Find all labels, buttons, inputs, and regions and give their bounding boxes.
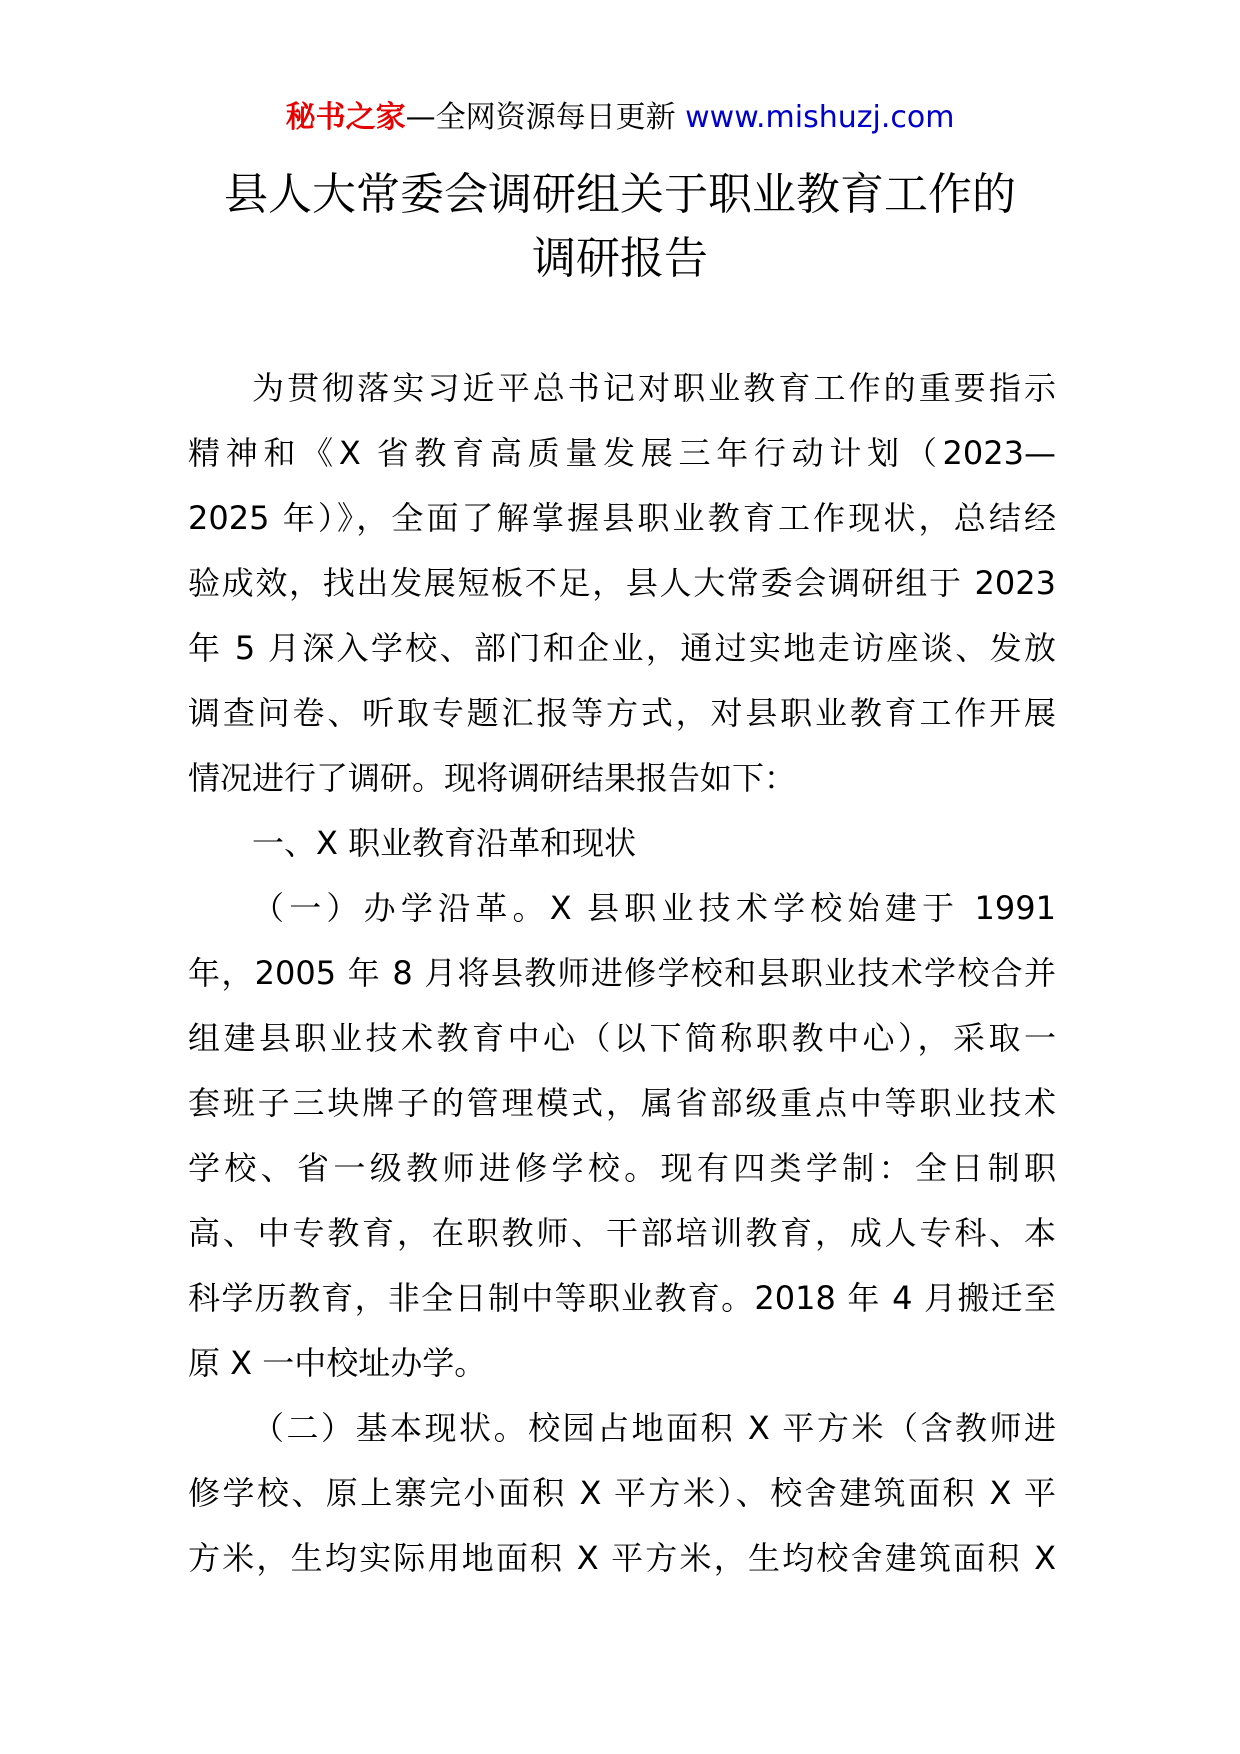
header-brand: 秘书之家 bbox=[285, 100, 406, 135]
text-line: 2025 年）》，全面了解掌握县职业教育工作现状，总结经 bbox=[188, 499, 1056, 537]
heading-line: 一、X 职业教育沿革和现状 bbox=[252, 824, 637, 862]
status-paragraph bbox=[188, 1396, 1056, 1591]
header-url-link[interactable]: www.mishuzj.com bbox=[685, 100, 955, 135]
document-body bbox=[188, 356, 1056, 1591]
site-header bbox=[0, 98, 1240, 138]
text-line: 年 5 月深入学校、部门和企业，通过实地走访座谈、发放 bbox=[188, 629, 1056, 667]
title-line-2: 调研报告 bbox=[532, 233, 708, 284]
header-slogan: —全网资源每日更新 bbox=[405, 100, 676, 135]
text-line: 组建县职业技术教育中心（以下简称职教中心），采取一 bbox=[188, 1019, 1056, 1057]
intro-paragraph bbox=[188, 356, 1056, 811]
text-line: 情况进行了调研。现将调研结果报告如下： bbox=[188, 759, 797, 797]
text-line: 修学校、原上寨完小面积 X 平方米）、校舍建筑面积 X 平 bbox=[188, 1474, 1056, 1512]
text-line: 年，2005 年 8 月将县教师进修学校和县职业技术学校合并 bbox=[188, 954, 1056, 992]
text-line: 科学历教育，非全日制中等职业教育。2018 年 4 月搬迁至 bbox=[188, 1279, 1056, 1317]
text-line: 套班子三块牌子的管理模式，属省部级重点中等职业技术 bbox=[188, 1084, 1056, 1122]
text-line: （二）基本现状。校园占地面积 X 平方米（含教师进 bbox=[252, 1409, 1056, 1447]
text-line: （一）办学沿革。X 县职业技术学校始建于 1991 bbox=[252, 889, 1056, 927]
text-line: 验成效，找出发展短板不足，县人大常委会调研组于 2023 bbox=[188, 564, 1056, 602]
document-title bbox=[140, 163, 1100, 291]
text-line: 调查问卷、听取专题汇报等方式，对县职业教育工作开展 bbox=[188, 694, 1056, 732]
text-line: 为贯彻落实习近平总书记对职业教育工作的重要指示 bbox=[252, 369, 1056, 407]
section-heading bbox=[188, 811, 1056, 876]
text-line: 方米，生均实际用地面积 X 平方米，生均校舍建筑面积 X bbox=[188, 1539, 1056, 1577]
text-line: 原 X 一中校址办学。 bbox=[188, 1344, 487, 1382]
title-line-1: 县人大常委会调研组关于职业教育工作的 bbox=[224, 169, 1016, 220]
text-line: 学校、省一级教师进修学校。现有四类学制：全日制职 bbox=[188, 1149, 1056, 1187]
text-line: 精神和《X 省教育高质量发展三年行动计划（2023— bbox=[188, 434, 1056, 472]
history-paragraph bbox=[188, 876, 1056, 1396]
text-line: 高、中专教育，在职教师、干部培训教育，成人专科、本 bbox=[188, 1214, 1056, 1252]
